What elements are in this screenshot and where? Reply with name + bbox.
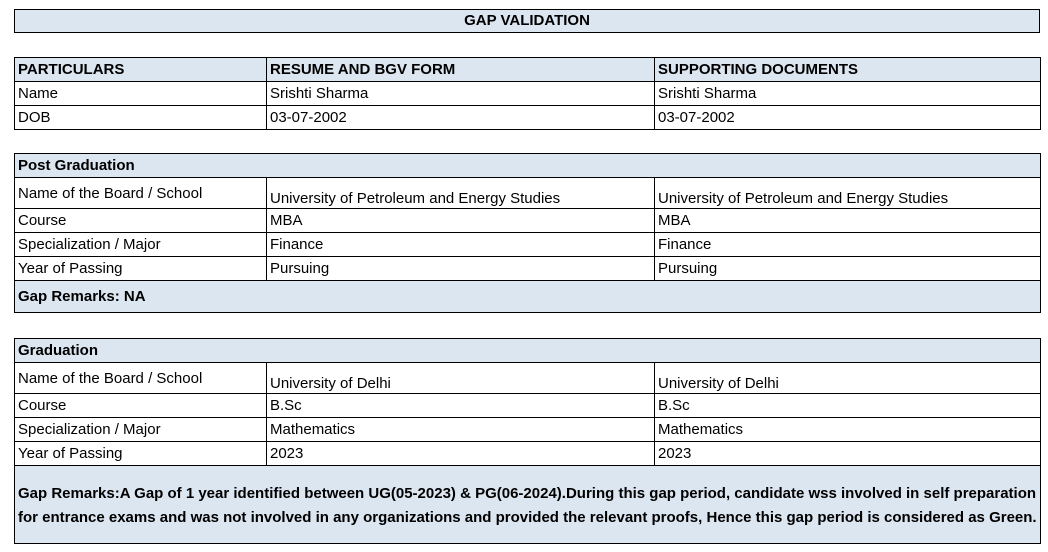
header-row (15, 58, 1041, 82)
row-label: Year of Passing (15, 442, 267, 466)
row-label: Course (15, 394, 267, 418)
section-heading: Post Graduation (15, 154, 1041, 178)
remarks-row (15, 281, 1041, 313)
resume-value: MBA (267, 209, 655, 233)
resume-value: Mathematics (267, 418, 655, 442)
table-row (15, 209, 1041, 233)
document-value: B.Sc (655, 394, 1041, 418)
document-value: Srishti Sharma (655, 82, 1041, 106)
header-documents: SUPPORTING DOCUMENTS (655, 58, 1041, 82)
row-label: Name (15, 82, 267, 106)
resume-value: Pursuing (267, 257, 655, 281)
resume-value: Finance (267, 233, 655, 257)
document-value: Finance (655, 233, 1041, 257)
document-value: 2023 (655, 442, 1041, 466)
table-row (15, 233, 1041, 257)
document-value: Pursuing (655, 257, 1041, 281)
section-heading-row (15, 339, 1041, 363)
header-particulars: PARTICULARS (15, 58, 267, 82)
row-label: Specialization / Major (15, 418, 267, 442)
table-row (15, 178, 1041, 209)
graduation-table (14, 338, 1041, 544)
document-value: 03-07-2002 (655, 106, 1041, 130)
row-label: Course (15, 209, 267, 233)
table-row (15, 106, 1041, 130)
particulars-table (14, 57, 1041, 130)
document-value: University of Petroleum and Energy Studies (655, 178, 1041, 209)
table-row (15, 442, 1041, 466)
resume-value: 2023 (267, 442, 655, 466)
table-row (15, 418, 1041, 442)
gap-remarks: Gap Remarks: NA (15, 281, 1041, 313)
document-value: MBA (655, 209, 1041, 233)
resume-value: Srishti Sharma (267, 82, 655, 106)
gap-remarks: Gap Remarks:A Gap of 1 year identified between UG(05-2023) & PG(06-2024).During this gap period, candidate wss involved in self preparation for entrance exams and was not involved in any organizations and provided the relevant proofs, Hence this gap period is considered as Green. (15, 466, 1041, 544)
row-label: Year of Passing (15, 257, 267, 281)
post-graduation-table (14, 153, 1041, 313)
document-value: Mathematics (655, 418, 1041, 442)
header-resume: RESUME AND BGV FORM (267, 58, 655, 82)
table-row (15, 363, 1041, 394)
resume-value: B.Sc (267, 394, 655, 418)
table-row (15, 257, 1041, 281)
row-label: DOB (15, 106, 267, 130)
row-label: Specialization / Major (15, 233, 267, 257)
resume-value: 03-07-2002 (267, 106, 655, 130)
row-label: Name of the Board / School (15, 363, 267, 394)
table-row (15, 82, 1041, 106)
table-row (15, 394, 1041, 418)
remarks-row (15, 466, 1041, 544)
resume-value: University of Petroleum and Energy Studies (267, 178, 655, 209)
section-heading-row (15, 154, 1041, 178)
resume-value: University of Delhi (267, 363, 655, 394)
document-value: University of Delhi (655, 363, 1041, 394)
page-title: GAP VALIDATION (14, 9, 1040, 33)
row-label: Name of the Board / School (15, 178, 267, 209)
section-heading: Graduation (15, 339, 1041, 363)
